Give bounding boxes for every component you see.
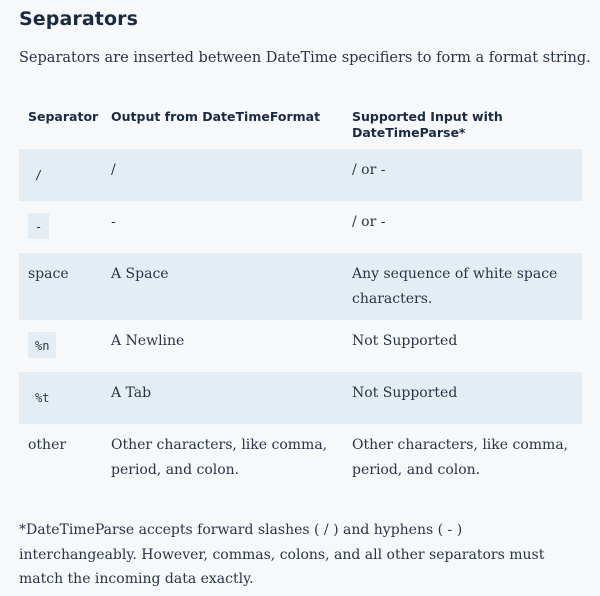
input-cell: Any sequence of white space characters.: [343, 253, 582, 320]
table-row: [19, 424, 582, 496]
table-header-row: [19, 100, 582, 149]
footnote: *DateTimeParse accepts forward slashes ( / ) and hyphens ( - ) interchangeably. However, commas, colons, and all other separators must match the incoming data exactly.: [19, 522, 545, 587]
output-cell: A Space: [102, 253, 343, 320]
separator-cell: other: [28, 437, 67, 453]
column-header-input: Supported Input with DateTimeParse*: [352, 109, 503, 140]
input-cell: / or -: [343, 149, 582, 201]
table-row: [19, 320, 582, 372]
output-cell: -: [111, 214, 116, 230]
output-cell: A Newline: [111, 333, 185, 349]
column-header-separator: Separator: [28, 109, 99, 124]
table-row: [19, 253, 582, 320]
intro-paragraph: Separators are inserted between DateTime specifiers to form a format string.: [19, 50, 591, 66]
separator-cell: [19, 320, 102, 372]
separators-table: [19, 100, 582, 496]
table-row: [19, 149, 582, 201]
input-cell: Not Supported: [352, 333, 458, 349]
output-cell: Other characters, like comma, period, and colon.: [111, 437, 328, 478]
separator-cell: space: [19, 253, 102, 320]
input-cell: Not Supported: [343, 372, 582, 424]
separator-code: /: [28, 161, 49, 187]
column-header-output: Output from DateTimeFormat: [111, 109, 321, 124]
table-row: [19, 201, 582, 253]
section-title: Separators: [19, 8, 138, 30]
input-cell: / or -: [352, 214, 386, 230]
separator-cell: [19, 201, 102, 253]
separator-code: %t: [28, 384, 56, 410]
separator-code: %n: [28, 332, 56, 358]
table-row: [19, 372, 582, 424]
separator-cell: [19, 149, 102, 201]
output-cell: A Tab: [102, 372, 343, 424]
separator-code: -: [28, 213, 49, 239]
output-cell: /: [102, 149, 343, 201]
input-cell: Other characters, like comma, period, and colon.: [352, 437, 569, 478]
separator-cell: [19, 372, 102, 424]
